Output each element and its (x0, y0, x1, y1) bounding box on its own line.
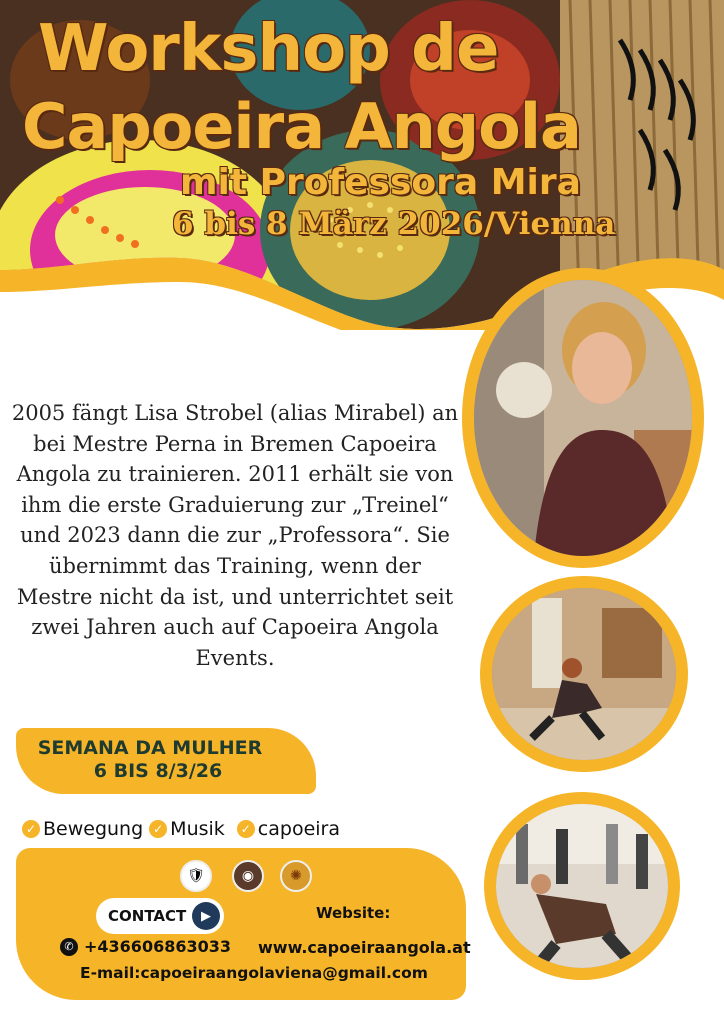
tag-capoeira (237, 818, 340, 840)
subtitle: mit Professora Mira (180, 162, 581, 203)
tag-musik (149, 818, 225, 840)
title-line-2: Capoeira Angola (22, 90, 581, 163)
check-circle-icon: ✓ (22, 820, 40, 838)
title-line-1: Workshop de (38, 12, 499, 86)
website-link[interactable]: www.capoeiraangola.at (258, 938, 471, 957)
check-circle-icon: ✓ (237, 820, 255, 838)
tag-list (22, 818, 346, 840)
group-logo-1: 🛡 (180, 860, 212, 892)
bio-paragraph: 2005 fängt Lisa Strobel (alias Mirabel) an bei Mestre Perna in Bremen Capoeira Angola zu trainieren. 2011 erhält sie von ihm die erste Graduierung zur „Treinel“ und 2023 dann die zur „Professora“. Sie übernimmt das Training, wenn der Mestre nicht da ist, und unterrichtet seit zwei Jahren auch auf Capoeira Angola Events. (11, 401, 459, 670)
phone-icon: ✆ (60, 938, 78, 956)
group-logo-3: ✺ (280, 860, 312, 892)
phone-number[interactable]: +436606863033 (84, 937, 231, 956)
date-location: 6 bis 8 März 2026/Vienna (172, 206, 616, 242)
instructor-portrait-photo (462, 268, 704, 568)
contact-button-label: CONTACT (108, 907, 187, 925)
tag-label: Musik (170, 818, 225, 840)
contact-button[interactable] (96, 898, 224, 934)
semana-title: SEMANA DA MULHER (37, 737, 263, 759)
training-photo-2 (484, 792, 680, 980)
tag-label: capoeira (257, 818, 340, 840)
tag-bewegung (22, 818, 143, 840)
play-arrow-icon: ▶ (192, 902, 220, 930)
phone-row (60, 937, 231, 956)
tag-label: Bewegung (43, 818, 144, 840)
check-circle-icon: ✓ (149, 820, 167, 838)
email-link[interactable]: E-mail:capoeiraangolaviena@gmail.com (80, 964, 428, 982)
group-logo-2: ◉ (232, 860, 264, 892)
training-photo-1 (480, 576, 688, 772)
website-label: Website: (316, 904, 391, 922)
semana-dates: 6 BIS 8/3/26 (93, 760, 223, 782)
